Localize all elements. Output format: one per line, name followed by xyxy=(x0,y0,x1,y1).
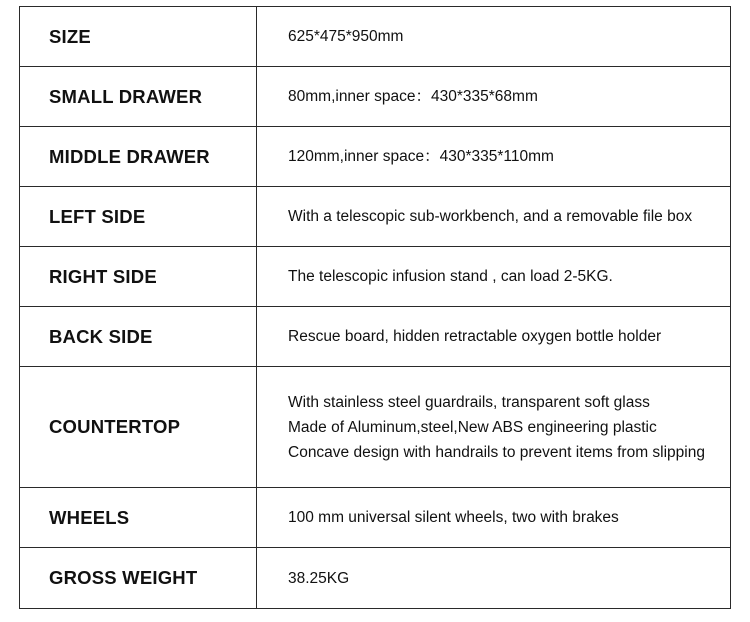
spec-value-line: 625*475*950mm xyxy=(288,28,404,45)
spec-label: SMALL DRAWER xyxy=(20,67,257,127)
spec-row-countertop xyxy=(20,367,731,488)
spec-value-line: 38.25KG xyxy=(288,569,350,587)
spec-row-size xyxy=(20,7,731,67)
spec-label: GROSS WEIGHT xyxy=(20,548,257,609)
spec-value-line: 80mm,inner space：430*335*68mm xyxy=(288,88,538,105)
spec-value xyxy=(257,488,731,548)
spec-value-line: Made of Aluminum,steel,New ABS engineering plastic xyxy=(288,418,657,436)
spec-row-gross-weight xyxy=(20,548,731,609)
spec-label: SIZE xyxy=(20,7,257,67)
spec-value-line: Rescue board, hidden retractable oxygen bottle holder xyxy=(288,328,662,345)
spec-row-middle-drawer xyxy=(20,127,731,187)
spec-label: RIGHT SIDE xyxy=(20,247,257,307)
spec-value xyxy=(257,127,731,187)
spec-value xyxy=(257,67,731,127)
spec-value-line: 100 mm universal silent wheels, two with brakes xyxy=(288,509,619,526)
spec-row-right-side xyxy=(20,247,731,307)
spec-value xyxy=(257,7,731,67)
spec-value xyxy=(257,187,731,247)
spec-value-line: With stainless steel guardrails, transparent soft glass xyxy=(288,393,650,411)
spec-value xyxy=(257,307,731,367)
spec-value-line: With a telescopic sub-workbench, and a removable file box xyxy=(288,208,693,225)
spec-row-small-drawer xyxy=(20,67,731,127)
spec-label: BACK SIDE xyxy=(20,307,257,367)
spec-value xyxy=(257,548,731,609)
spec-table xyxy=(19,6,731,609)
spec-row-left-side xyxy=(20,187,731,247)
spec-label: MIDDLE DRAWER xyxy=(20,127,257,187)
spec-value xyxy=(257,247,731,307)
spec-value-line: The telescopic infusion stand , can load 2-5KG. xyxy=(288,268,613,285)
spec-row-back-side xyxy=(20,307,731,367)
spec-value xyxy=(257,367,731,488)
spec-label: LEFT SIDE xyxy=(20,187,257,247)
spec-value-line: Concave design with handrails to prevent items from slipping xyxy=(288,443,705,461)
spec-label: COUNTERTOP xyxy=(20,367,257,488)
spec-row-wheels xyxy=(20,488,731,548)
spec-value-line: 120mm,inner space：430*335*110mm xyxy=(288,148,554,165)
spec-label: WHEELS xyxy=(20,488,257,548)
